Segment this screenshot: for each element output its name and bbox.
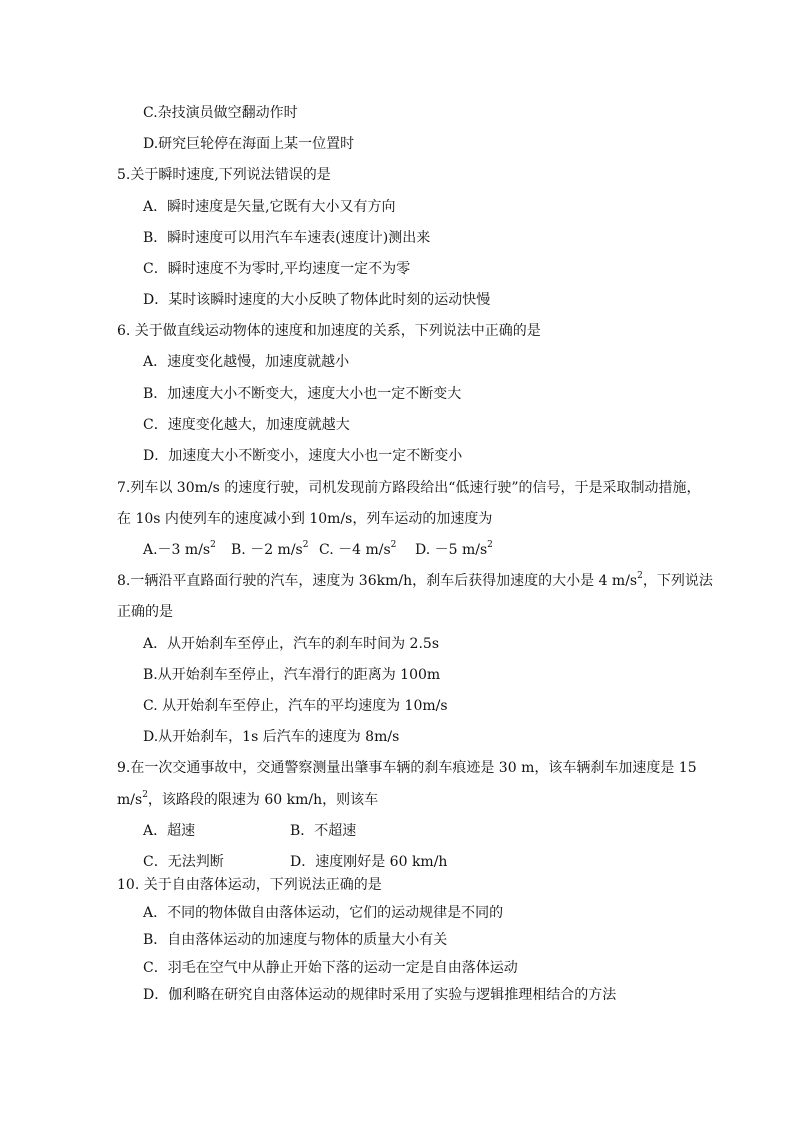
q10-option-c: C．羽毛在空气中从静止开始下落的运动一定是自由落体运动 xyxy=(143,960,518,976)
q7-stem-line1: 7.列车以 30m/s 的速度行驶，司机发现前方路段给出“低速行驶”的信号，于是采取制动措施， xyxy=(117,480,701,496)
q7-option-a xyxy=(143,541,231,559)
q4-option-d: D.研究巨轮停在海面上某一位置时 xyxy=(143,136,355,152)
q5-stem: 5.关于瞬时速度,下列说法错误的是 xyxy=(117,167,331,183)
q9-stem-unit: m/s xyxy=(117,792,143,808)
q10-stem: 10. 关于自由落体运动，下列说法正确的是 xyxy=(117,877,382,893)
q10-option-b: B．自由落体运动的加速度与物体的质量大小有关 xyxy=(143,932,448,948)
q7-option-d-text: D. －5 m/s xyxy=(415,542,488,558)
q6-option-b: B．加速度大小不断变大，速度大小也一定不断变大 xyxy=(143,386,462,402)
q9-stem-text: ，该路段的限速为 60 km/h，则该车 xyxy=(147,792,379,808)
superscript: 2 xyxy=(210,540,216,551)
q8-option-c: C. 从开始刹车至停止，汽车的平均速度为 10m/s xyxy=(143,698,448,714)
q9-stem-line1: 9.在一次交通事故中，交通警察测量出肇事车辆的刹车痕迹是 30 m，该车辆刹车加速度是 15 xyxy=(117,760,697,776)
q6-stem: 6. 关于做直线运动物体的速度和加速度的关系，下列说法中正确的是 xyxy=(117,323,541,339)
q8-option-b: B.从开始刹车至停止，汽车滑行的距离为 100m xyxy=(143,667,441,683)
q5-option-a: A．瞬时速度是矢量,它既有大小又有方向 xyxy=(143,199,396,215)
q7-option-a-text: A.－3 m/s xyxy=(143,542,211,558)
q7-options xyxy=(143,541,493,559)
q7-option-b-text: B. －2 m/s xyxy=(231,542,303,558)
q8-option-d: D.从开始刹车，1s 后汽车的速度为 8m/s xyxy=(143,729,400,745)
q9-stem-line2 xyxy=(117,791,378,809)
q8-stem-line1 xyxy=(117,572,713,590)
q9-option-a: A．超速 xyxy=(143,823,196,839)
q7-option-d xyxy=(415,541,493,559)
q4-option-c: C.杂技演员做空翻动作时 xyxy=(143,105,298,121)
q9-options-row2 xyxy=(143,853,447,871)
q8-stem-line2: 正确的是 xyxy=(117,604,173,620)
q5-option-d: D．某时该瞬时速度的大小反映了物体此时刻的运动快慢 xyxy=(143,292,491,308)
q9-option-c: C．无法判断 xyxy=(143,854,224,870)
q7-option-b xyxy=(231,541,319,559)
q8-stem-text: 8.一辆沿平直路面行驶的汽车，速度为 36km/h，刹车后获得加速度的大小是 4 m/s xyxy=(117,573,638,589)
q7-option-c-text: C. －4 m/s xyxy=(319,542,391,558)
q8-stem-text-end: ，下列说法 xyxy=(642,573,713,589)
superscript: 2 xyxy=(302,540,309,551)
q7-stem-line2: 在 10s 内使列车的速度减小到 10m/s，列车运动的加速度为 xyxy=(117,511,493,527)
superscript: 2 xyxy=(390,540,397,551)
q9-option-d: D．速度刚好是 60 km/h xyxy=(290,854,448,870)
q5-option-b: B．瞬时速度可以用汽车车速表(速度计)测出来 xyxy=(143,230,431,246)
superscript: 2 xyxy=(487,540,493,551)
superscript: 2 xyxy=(142,790,148,801)
q9-options-row1 xyxy=(143,822,356,840)
q10-option-a: A．不同的物体做自由落体运动，它们的运动规律是不同的 xyxy=(143,905,504,921)
q6-option-a: A．速度变化越慢，加速度就越小 xyxy=(143,354,350,370)
q9-option-b: B．不超速 xyxy=(290,823,357,839)
q10-option-d: D．伽利略在研究自由落体运动的规律时采用了实验与逻辑推理相结合的方法 xyxy=(143,987,617,1003)
q5-option-c: C．瞬时速度不为零时,平均速度一定不为零 xyxy=(143,261,411,277)
q6-option-c: C．速度变化越大，加速度就越大 xyxy=(143,417,350,433)
q7-option-c xyxy=(319,541,415,559)
q8-option-a: A．从开始刹车至停止，汽车的刹车时间为 2.5s xyxy=(143,636,440,652)
superscript: 2 xyxy=(637,571,643,582)
q6-option-d: D．加速度大小不断变小，速度大小也一定不断变小 xyxy=(143,448,463,464)
